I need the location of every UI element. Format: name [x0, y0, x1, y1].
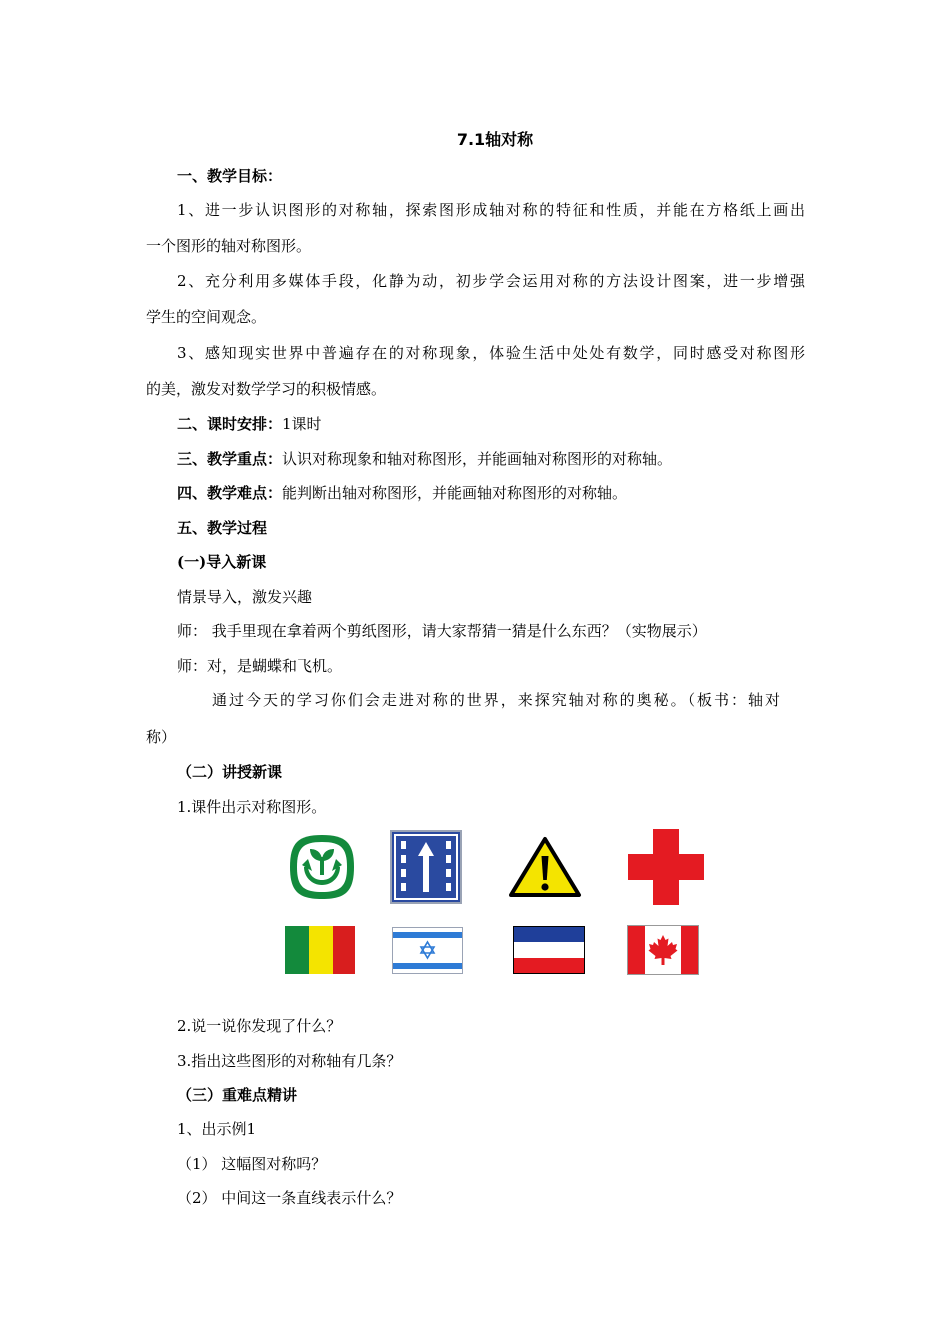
objectives-heading: 一、教学目标：	[177, 167, 283, 185]
objective-1-line-2: 一个图形的轴对称图形。	[146, 237, 312, 255]
new-lesson-item-3: 3.指出这些图形的对称轴有几条？	[177, 1052, 402, 1070]
green-hands-logo-icon	[286, 831, 358, 903]
new-lesson-heading: （二）讲授新课	[177, 763, 283, 781]
objective-1-line-1: 1、进一步认识图形的对称轴，探索图形成轴对称的特征和性质，并能在方格纸上画出	[177, 201, 805, 219]
objective-3-line-2: 的美，激发对数学学习的积极情感。	[146, 380, 387, 398]
key-lesson-item-1: 1、出示例1	[177, 1120, 257, 1138]
tricolor-flag-icon	[513, 926, 585, 974]
objective-2-line-1: 2、充分利用多媒体手段，化静为动，初步学会运用对称的方法设计图案，进一步增强	[177, 272, 805, 290]
intro-line-3: 师：对，是蝴蝶和飞机。	[177, 657, 343, 675]
israel-flag-icon	[392, 927, 463, 974]
intro-heading: (一)导入新课	[177, 553, 267, 571]
intro-line-2: 师： 我手里现在拿着两个剪纸图形，请大家帮猜一猜是什么东西？（实物展示）	[177, 622, 707, 640]
schedule-label: 二、课时安排：	[177, 415, 283, 433]
schedule-value: 1课时	[282, 415, 322, 433]
difficulty-row	[177, 483, 627, 503]
canada-flag-icon	[627, 925, 699, 975]
warning-sign-icon	[508, 836, 582, 898]
road-arrow-sign-icon	[390, 830, 462, 904]
key-lesson-question-2: （2） 中间这一条直线表示什么？	[177, 1189, 402, 1207]
difficulty-label: 四、教学难点：	[177, 484, 283, 502]
objective-3-line-1: 3、感知现实世界中普遍存在的对称现象，体验生活中处处有数学，同时感受对称图形	[177, 344, 805, 362]
objective-2-line-2: 学生的空间观念。	[146, 308, 267, 326]
key-lesson-heading: （三）重难点精讲	[177, 1086, 298, 1104]
new-lesson-item-1: 1.课件出示对称图形。	[177, 798, 327, 816]
intro-line-1: 情景导入，激发兴趣	[177, 588, 313, 606]
key-point-label: 三、教学重点：	[177, 450, 283, 468]
page-title: 7.1轴对称	[456, 130, 534, 149]
key-lesson-question-1: （1） 这幅图对称吗？	[177, 1155, 327, 1173]
key-point-value: 认识对称现象和轴对称图形，并能画轴对称图形的对称轴。	[282, 450, 673, 468]
process-heading: 五、教学过程	[177, 519, 268, 537]
new-lesson-item-2: 2.说一说你发现了什么？	[177, 1017, 342, 1035]
intro-line-4-cont: 称）	[146, 728, 177, 746]
schedule-row	[177, 414, 322, 434]
difficulty-value: 能判断出轴对称图形，并能画轴对称图形的对称轴。	[282, 484, 628, 502]
red-cross-icon	[628, 829, 704, 905]
key-point-row	[177, 449, 672, 469]
intro-line-4: 通过今天的学习你们会走进对称的世界，来探究轴对称的奥秘。（板书：轴对	[212, 691, 780, 709]
mali-flag-icon	[285, 926, 355, 974]
